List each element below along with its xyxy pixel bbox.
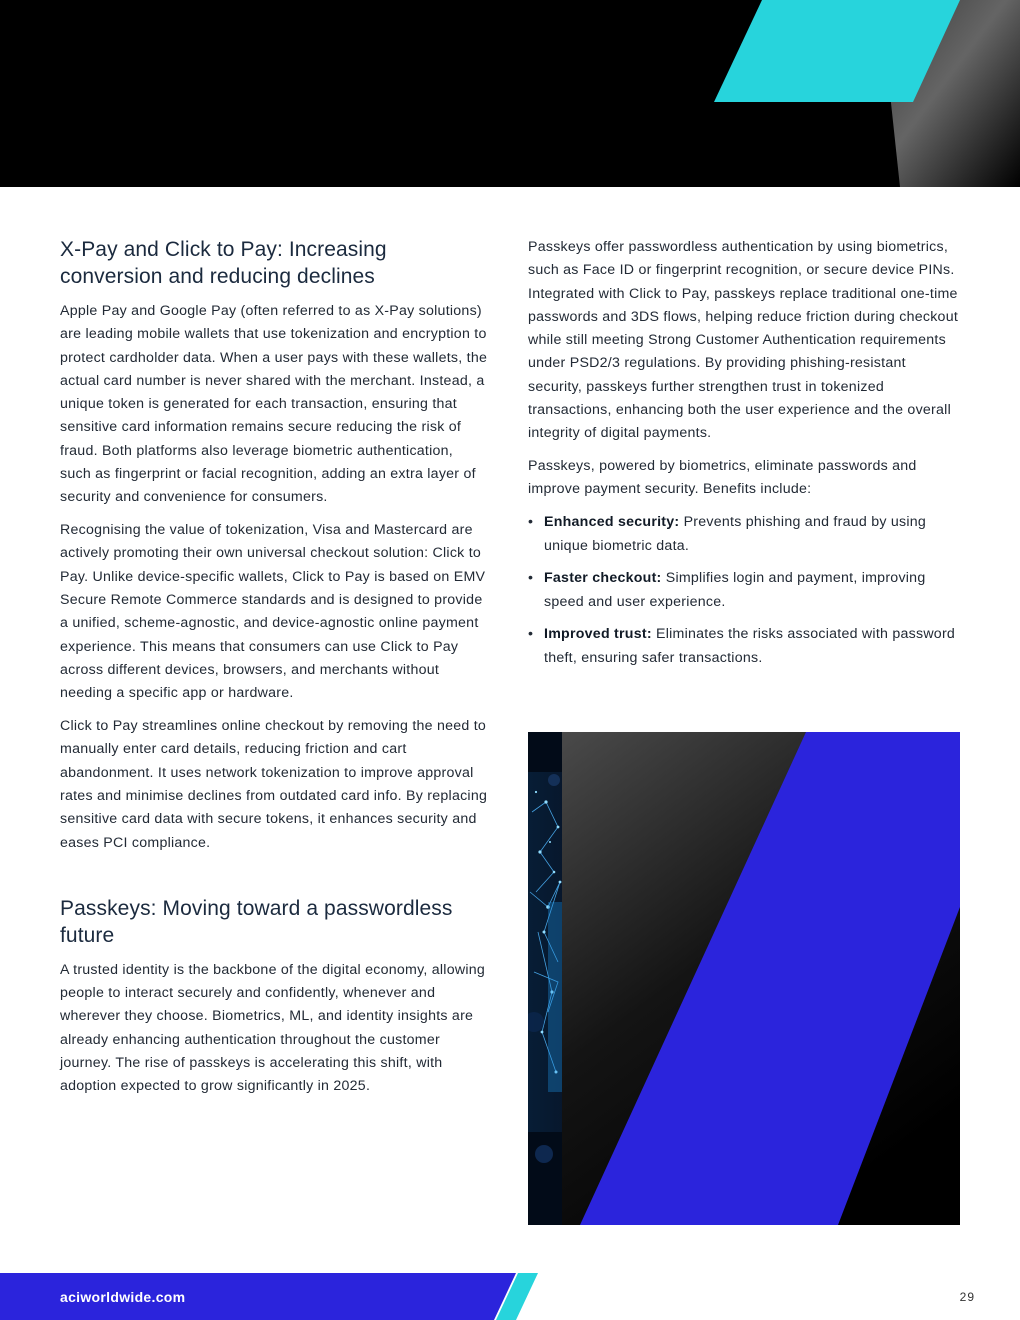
right-column — [528, 236, 960, 680]
benefit-text: Prevents phishing and fraud by using unique biometric data. — [544, 514, 927, 554]
footer — [0, 1273, 1020, 1320]
paragraph: Recognising the value of tokenization, Visa and Mastercard are actively promoting their own universal checkout solution: Click to Pay. Unlike device-specific wallets, Click to Pay is based on EMV Secure Remote Commerce standards and is designed to provide a unified, scheme-agnostic, and device-agnostic online payment experience. This means that consumers can use Click to Pay across different devices, browsers, and merchants without needing a specific app or hardware. — [60, 522, 486, 702]
page-number: 29 — [959, 1290, 975, 1304]
bullet-icon: • — [528, 570, 534, 587]
benefit-text: Eliminates the risks associated with password theft, ensuring safer transactions. — [544, 626, 956, 666]
paragraph: Passkeys offer passwordless authentication by using biometrics, such as Face ID or fingerprint recognition, or secure device PINs. Integrated with Click to Pay, passkeys replace traditional one-time passwords and 3DS flows, helping reduce friction during checkout while still meeting Strong Customer Authentication requirements under PSD2/3 regulations. By providing phishing-resistant security, passkeys further strengthen trust in tokenized transactions, enhancing both the user experience and the overall integrity of digital payments. — [528, 239, 959, 442]
list-item — [528, 567, 960, 614]
footer-website-link[interactable]: aciworldwide.com — [60, 1289, 186, 1305]
bullet-icon: • — [528, 626, 534, 643]
bullet-icon: • — [528, 514, 534, 531]
decorative-image — [528, 732, 960, 1225]
left-column — [60, 236, 488, 1108]
paragraph: A trusted identity is the backbone of the digital economy, allowing people to interact securely and confidently, whenever and wherever they choose. Biometrics, ML, and identity insights are already enhancing authentication throughout the customer journey. The rise of passkeys is accelerating this shift, with adoption expected to grow significantly in 2025. — [60, 961, 486, 1095]
list-item — [528, 511, 960, 558]
header-banner — [0, 0, 1020, 187]
list-item — [528, 623, 960, 670]
benefit-title: Improved trust: — [544, 626, 652, 643]
network-illustration — [528, 732, 960, 1225]
benefit-title: Faster checkout: — [544, 570, 662, 587]
section-heading-xpay: X-Pay and Click to Pay: Increasing conversion and reducing declines — [60, 238, 387, 288]
header-graphic — [0, 0, 1020, 187]
paragraph: Apple Pay and Google Pay (often referred to as X-Pay solutions) are leading mobile wallets that use tokenization and encryption to protect cardholder data. When a user pays with these wallets, the actual card number is never shared with the merchant. Instead, a unique token is generated for each transaction, ensuring that sensitive card information remains secure reducing the risk of fraud. Both platforms also leverage biometric authentication, such as fingerprint or facial recognition, adding an extra layer of security and convenience for consumers. — [60, 303, 488, 506]
section-heading-passkeys: Passkeys: Moving toward a passwordless future — [60, 896, 453, 947]
paragraph: Passkeys, powered by biometrics, eliminate passwords and improve payment security. Benefits include: — [528, 458, 917, 498]
paragraph: Click to Pay streamlines online checkout by removing the need to manually enter card details, reducing friction and cart abandonment. It uses network tokenization to improve approval rates and minimise declines from outdated card info. By replacing sensitive card data with secure tokens, it enhances security and eases PCI compliance. — [60, 718, 488, 851]
benefits-list — [528, 511, 960, 670]
benefit-title: Enhanced security: — [544, 514, 680, 531]
benefit-text: Simplifies login and payment, improving speed and user experience. — [544, 570, 926, 610]
